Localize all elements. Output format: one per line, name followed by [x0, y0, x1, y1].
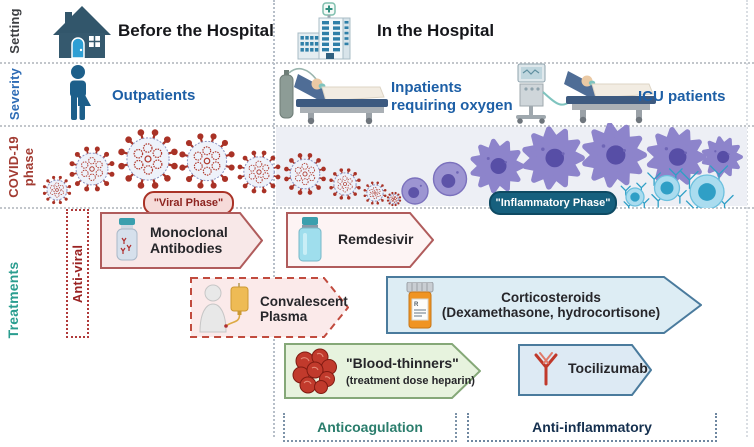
- remdesivir-vial-icon: [296, 217, 324, 263]
- virus-icon: [284, 153, 326, 195]
- anticoagulation-bracket: [283, 413, 457, 442]
- inpatient-bed-oxygen-icon: [276, 61, 391, 125]
- immune-cell-icon: [434, 163, 467, 196]
- inpatients-label: Inpatients requiring oxygen: [391, 79, 513, 115]
- outpatient-person-icon: [62, 64, 94, 122]
- virus-icon: [387, 192, 401, 206]
- virus-icon: [118, 129, 177, 188]
- immune-cell-icon: [402, 178, 428, 204]
- macrophage-icon: [585, 125, 644, 184]
- plasma-donor-icon: [198, 283, 254, 333]
- convalescent-plasma-box: [190, 277, 349, 338]
- anti-inflammatory-label: Anti-inflammatory: [532, 418, 652, 435]
- tocilizumab-box: [518, 344, 652, 396]
- before-hospital-title: Before the Hospital: [118, 21, 274, 40]
- b-cell-antibody-icon: [621, 183, 649, 208]
- remdesivir-label: Remdesivir: [338, 231, 414, 247]
- anticoagulation-label: Anticoagulation: [317, 418, 423, 435]
- convalescent-plasma-label: Convalescent Plasma: [260, 294, 348, 325]
- monoclonal-antibodies-box: [100, 212, 263, 269]
- row-label-severity: Severity: [6, 67, 22, 121]
- row-label-covid-phase: COVID-19 phase: [6, 136, 36, 198]
- macrophage-icon: [473, 141, 522, 190]
- corticosteroids-label: Corticosteroids (Dexamethasone, hydrocortisone): [441, 290, 661, 321]
- virus-icon: [43, 176, 71, 204]
- row-label-treatments: Treatments: [5, 261, 21, 339]
- in-hospital-title: In the Hospital: [377, 21, 495, 40]
- virus-icon: [70, 147, 115, 192]
- macrophage-icon: [525, 129, 582, 186]
- corticosteroids-box: [386, 276, 702, 334]
- svg-text:R: R: [414, 302, 419, 308]
- tocilizumab-label: Tocilizumab: [568, 360, 648, 376]
- antibody-icon: [531, 352, 561, 388]
- virus-icon: [364, 182, 387, 205]
- column-divider: [273, 0, 275, 437]
- blood-thinners-box: [284, 343, 481, 399]
- virus-icon: [329, 168, 360, 199]
- blood-clot-icon: [292, 348, 338, 394]
- hospital-icon: [296, 2, 362, 60]
- row-label-setting: Setting: [6, 8, 22, 54]
- anti-inflammatory-bracket: [467, 413, 717, 442]
- icu-patients-label: ICU patients: [638, 88, 726, 105]
- inflammatory-phase-badge: "Inflammatory Phase": [489, 191, 617, 215]
- viral-phase-badge: "Viral Phase": [143, 191, 234, 215]
- remdesivir-box: [286, 212, 434, 268]
- viral-to-inflammatory-cells-art: [0, 123, 754, 208]
- antiviral-label: Anti-viral: [69, 244, 85, 304]
- monoclonal-antibodies-label: Monoclonal Antibodies: [150, 224, 228, 256]
- outpatients-label: Outpatients: [112, 87, 196, 104]
- blood-thinners-label: "Blood-thinners" (treatment dose heparin): [346, 355, 475, 387]
- antibody-vial-icon: [114, 218, 140, 262]
- house-icon: [52, 5, 112, 59]
- right-edge-divider: [746, 0, 748, 437]
- virus-icon: [179, 133, 234, 188]
- virus-icon: [238, 151, 281, 194]
